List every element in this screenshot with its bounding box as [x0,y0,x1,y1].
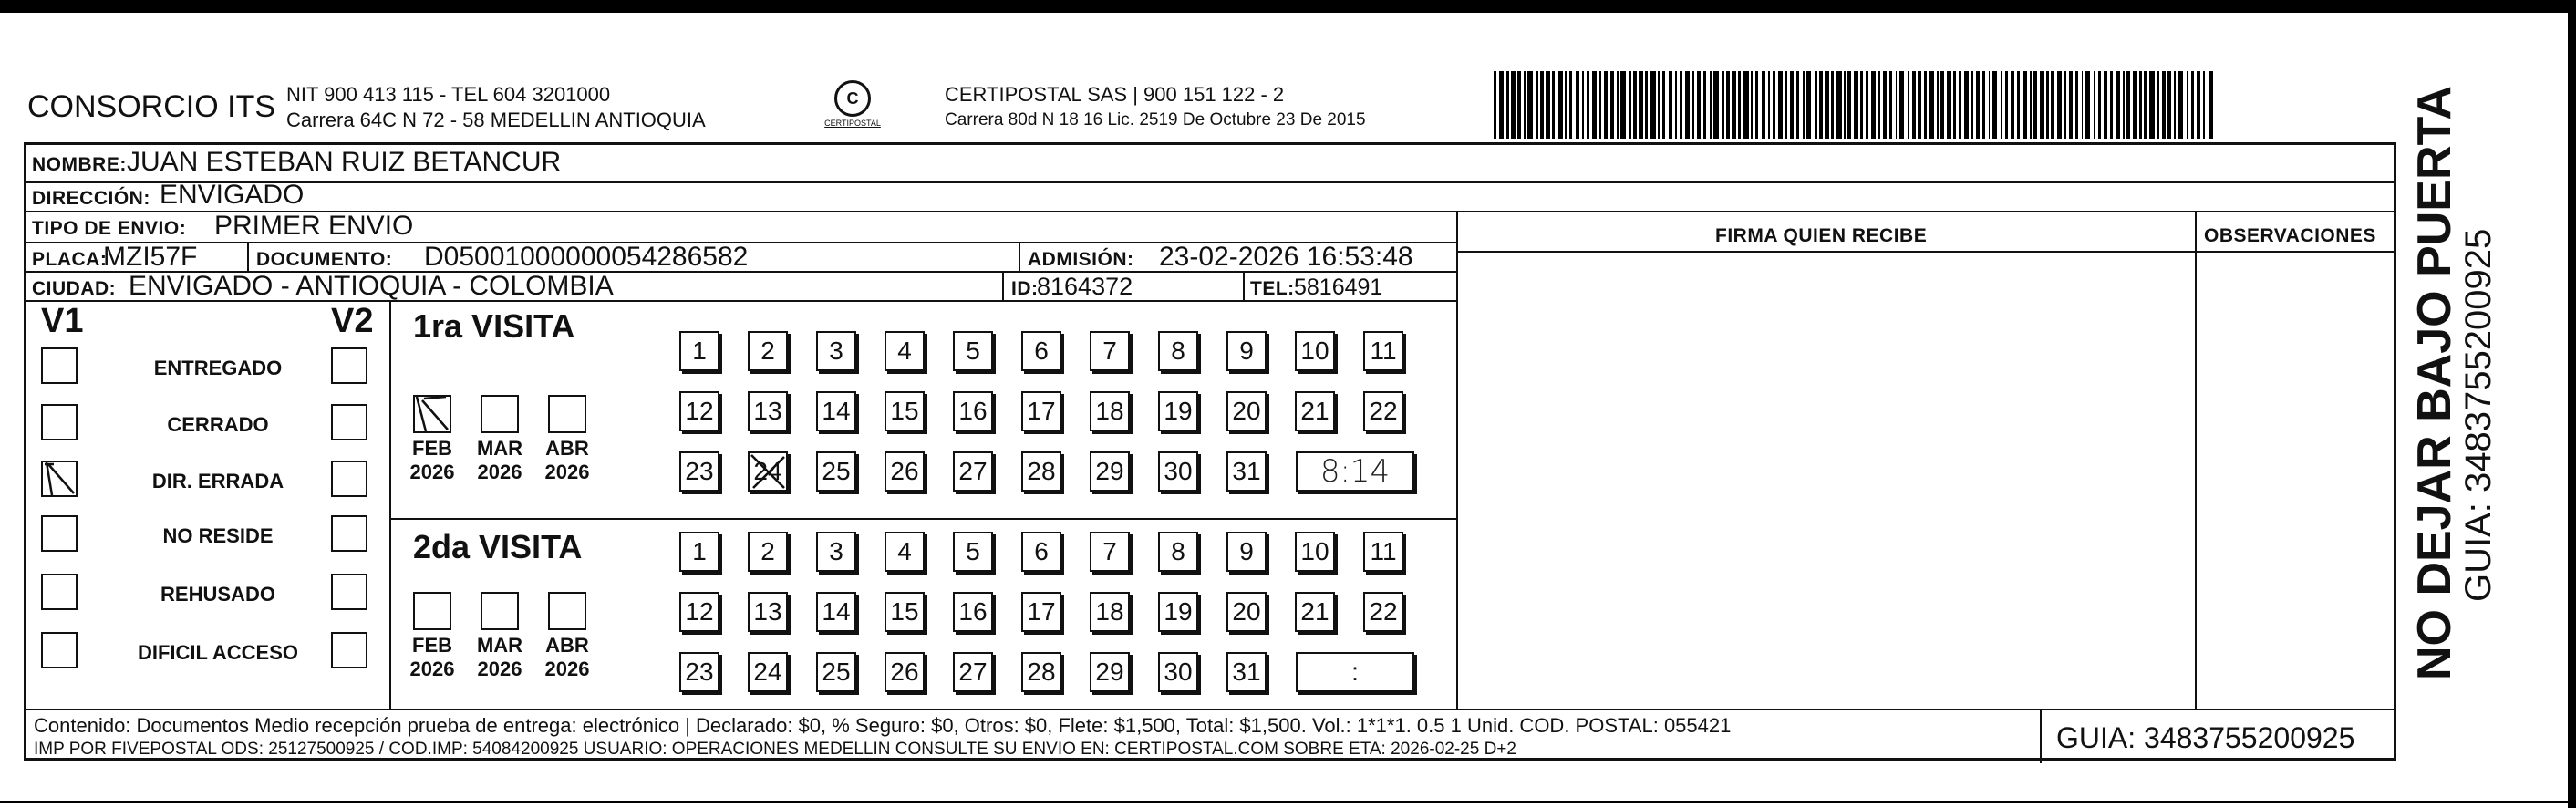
day-box[interactable]: 23 [679,451,719,492]
day-box[interactable]: 12 [679,391,719,431]
day-box[interactable]: 18 [1090,391,1130,431]
logo-caption: CERTIPOSTAL [824,119,881,128]
month-label: MAR 2026 [476,634,523,680]
day-box[interactable]: 27 [953,451,993,492]
id-value: 8164372 [1037,273,1133,300]
day-box[interactable]: 21 [1295,592,1335,632]
day-box[interactable]: 5 [953,532,993,572]
time-value: : [1351,658,1359,686]
day-box[interactable]: 11 [1363,532,1403,572]
day-box[interactable]: 3 [816,331,856,371]
month-label: FEB 2026 [409,634,455,680]
day-box[interactable]: 7 [1090,331,1130,371]
day-box[interactable]: 19 [1158,391,1198,431]
day-box[interactable]: 15 [885,391,925,431]
bottom-border [0,801,2568,803]
month-checkbox[interactable] [413,395,451,433]
day-box[interactable]: 25 [816,652,856,692]
day-box[interactable]: 17 [1021,391,1061,431]
first-visit-title: 1ra VISITA [413,307,575,345]
v2-checkbox[interactable] [331,404,367,440]
day-box[interactable]: 24 [748,652,788,692]
placa-label: PLACA: [32,249,108,270]
top-border [0,0,2576,13]
day-box[interactable]: 15 [885,592,925,632]
day-box[interactable]: 8 [1158,532,1198,572]
v2-checkbox[interactable] [331,347,367,384]
firma-header: FIRMA QUIEN RECIBE [1715,225,1928,246]
contenido-text: Contenido: Documentos Medio recepción prueba de entrega: electrónico | Declarado: $0, % Seguro: $0, Otros: $0, Flete: $1,500, Total: $1,500. Vol.: 1*1*1. 0.5 1 Unid. COD. POSTAL: 055421 [34,714,1732,737]
logo-icon: C [834,80,871,117]
day-box[interactable]: 8 [1158,331,1198,371]
tipo-envio-label: TIPO DE ENVIO: [32,218,187,239]
day-box[interactable]: 12 [679,592,719,632]
day-box[interactable]: 9 [1226,532,1267,572]
right-border [2568,0,2576,808]
day-box[interactable]: 10 [1295,532,1335,572]
certipostal-logo [821,80,885,135]
v1-checkbox[interactable] [41,574,78,610]
day-box[interactable]: 5 [953,331,993,371]
day-box[interactable]: 14 [816,592,856,632]
month-label: ABR 2026 [544,437,590,483]
guia-vertical: GUIA: 3483755200925 [2458,228,2498,602]
day-box[interactable]: 31 [1226,451,1267,492]
v1-checkbox[interactable] [41,632,78,668]
day-box[interactable]: 30 [1158,451,1198,492]
day-box[interactable]: 28 [1021,451,1061,492]
month-checkbox[interactable] [548,395,586,433]
id-label: ID: [1011,278,1039,299]
nombre-value: JUAN ESTEBAN RUIZ BETANCUR [127,147,562,177]
v1-checkbox[interactable] [41,461,78,497]
direccion-label: DIRECCIÓN: [32,188,150,209]
month-checkbox[interactable] [481,592,519,630]
status-option-label: NO RESIDE [162,524,274,547]
day-box[interactable]: 20 [1226,391,1267,431]
day-box[interactable]: 3 [816,532,856,572]
month-label: MAR 2026 [476,437,523,483]
partner-line: CERTIPOSTAL SAS | 900 151 122 - 2 [945,83,1285,106]
time-value: 8:14 [1319,453,1391,490]
v1-header: V1 [41,302,84,340]
day-box[interactable]: 14 [816,391,856,431]
documento-label: DOCUMENTO: [256,249,393,270]
tel-label: TEL: [1250,278,1295,299]
v1-checkbox[interactable] [41,347,78,384]
day-box[interactable]: 2 [748,532,788,572]
partner-address: Carrera 80d N 18 16 Lic. 2519 De Octubre 23 De 2015 [945,110,1366,129]
day-box[interactable]: 25 [816,451,856,492]
guia-footer: GUIA: 3483755200925 [2056,721,2355,754]
tel-value: 5816491 [1294,275,1383,300]
day-box[interactable]: 19 [1158,592,1198,632]
admision-label: ADMISIÓN: [1028,249,1134,270]
day-box[interactable]: 23 [679,652,719,692]
day-box[interactable]: 26 [885,451,925,492]
check-mark-icon [41,461,78,497]
day-box[interactable]: 22 [1363,592,1403,632]
day-box[interactable]: 16 [953,592,993,632]
day-box[interactable]: 6 [1021,331,1061,371]
second-visit-title: 2da VISITA [413,528,583,565]
month-label: FEB 2026 [409,437,455,483]
ciudad-value: ENVIGADO - ANTIOQUIA - COLOMBIA [129,271,614,301]
v2-checkbox[interactable] [331,632,367,668]
day-box[interactable]: 11 [1363,331,1403,371]
day-box[interactable]: 10 [1295,331,1335,371]
day-box[interactable]: 22 [1363,391,1403,431]
admision-value: 23-02-2026 16:53:48 [1159,242,1413,272]
day-box[interactable]: 6 [1021,532,1061,572]
day-box[interactable]: 26 [885,652,925,692]
v2-checkbox[interactable] [331,515,367,552]
status-option-label: DIFICIL ACCESO [137,641,298,664]
documento-value: D05001000000054286582 [424,242,749,272]
day-box[interactable]: 28 [1021,652,1061,692]
day-box[interactable]: 1 [679,331,719,371]
time-box[interactable] [1296,451,1414,492]
day-box[interactable]: 16 [953,391,993,431]
month-checkbox[interactable] [413,592,451,630]
status-option-label: REHUSADO [160,583,275,606]
check-mark-icon [748,451,788,492]
day-box[interactable]: 13 [748,592,788,632]
company-name: CONSORCIO ITS [27,89,276,124]
barcode [1494,71,2214,139]
v2-checkbox[interactable] [331,574,367,610]
v1-checkbox[interactable] [41,404,78,440]
observaciones-header: OBSERVACIONES [2204,225,2376,246]
placa-value: MZI57F [103,242,198,272]
day-box[interactable]: 18 [1090,592,1130,632]
day-box[interactable]: 2 [748,331,788,371]
day-box[interactable]: 21 [1295,391,1335,431]
day-box[interactable]: 4 [885,331,925,371]
month-label: ABR 2026 [544,634,590,680]
v2-header: V2 [331,302,374,340]
day-box[interactable]: 31 [1226,652,1267,692]
month-checkbox[interactable] [548,592,586,630]
form-frame [24,142,2396,761]
v1-checkbox[interactable] [41,515,78,552]
company-address: Carrera 64C N 72 - 58 MEDELLIN ANTIOQUIA [286,109,706,131]
day-box[interactable]: 29 [1090,652,1130,692]
time-box[interactable] [1296,652,1414,692]
direccion-value: ENVIGADO [160,180,305,210]
imp-text: IMP POR FIVEPOSTAL ODS: 25127500925 / COD.IMP: 54084200925 USUARIO: OPERACIONES MEDELLIN CONSULTE SU ENVIO EN: CERTIPOSTAL.COM SOBRE ETA: 2026-02-25 D+2 [34,740,1516,759]
day-box[interactable]: 13 [748,391,788,431]
day-box[interactable]: 27 [953,652,993,692]
nombre-label: NOMBRE: [32,154,127,175]
tipo-envio-value: PRIMER ENVIO [214,211,414,241]
nit-line: NIT 900 413 115 - TEL 604 3201000 [286,83,611,106]
check-mark-icon [413,395,451,433]
day-box[interactable]: 17 [1021,592,1061,632]
day-box[interactable]: 4 [885,532,925,572]
status-option-label: ENTREGADO [153,357,283,379]
ciudad-label: CIUDAD: [32,278,117,299]
day-box[interactable]: 30 [1158,652,1198,692]
day-box[interactable]: 9 [1226,331,1267,371]
day-box[interactable]: 24 [748,451,788,492]
v2-checkbox[interactable] [331,461,367,497]
month-checkbox[interactable] [481,395,519,433]
no-dejar-warning: NO DEJAR BAJO PUERTA [2408,85,2461,680]
status-option-label: CERRADO [167,413,269,436]
day-box[interactable]: 1 [679,532,719,572]
day-box[interactable]: 29 [1090,451,1130,492]
day-box[interactable]: 7 [1090,532,1130,572]
status-option-label: DIR. ERRADA [151,470,284,492]
day-box[interactable]: 20 [1226,592,1267,632]
